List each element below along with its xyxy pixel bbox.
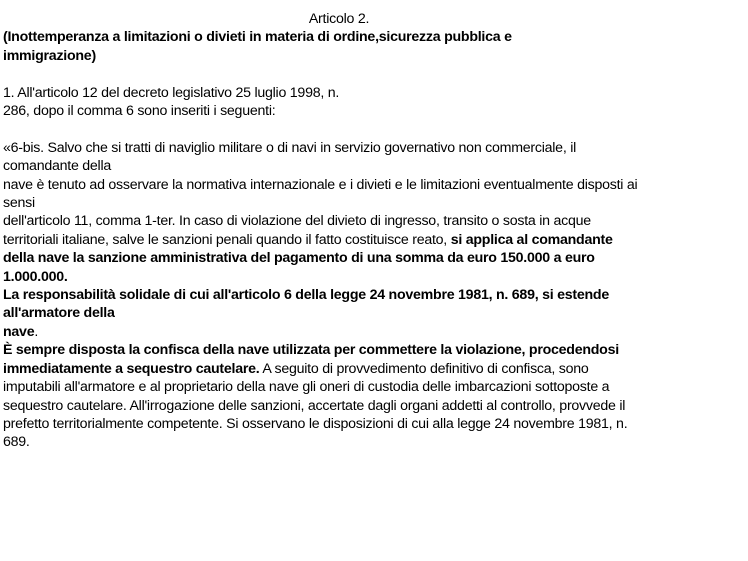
article-heading-line-1: (Inottemperanza a limitazioni o divieti in materia di ordine,sicurezza pubblica e xyxy=(3,29,512,46)
paragraph-2-line-11: nave. xyxy=(3,323,39,340)
paragraph-1-line-1: 1. All'articolo 12 del decreto legislativo 25 luglio 1998, n. xyxy=(3,84,340,101)
paragraph-gap xyxy=(3,65,743,83)
paragraph-2-line-4: sensi xyxy=(3,195,35,212)
paragraph-2-line-7: della nave la sanzione amministrativa del pagamento di una somma da euro 150.000 a euro xyxy=(3,250,595,267)
paragraph-2-line-17: 689. xyxy=(3,434,30,451)
paragraph-2-line-14: imputabili all'armatore e al proprietario della nave gli oneri di custodia delle imbarcazioni sottoposte a xyxy=(3,379,610,396)
paragraph-2-line-6: territoriali italiane, salve le sanzioni penali quando il fatto costituisce reato, si applica al comandante xyxy=(3,231,613,248)
paragraph-2-line-9: La responsabilità solidale di cui all'articolo 6 della legge 24 novembre 1981, n. 689, si estende xyxy=(3,287,609,304)
paragraph-1-line-2: 286, dopo il comma 6 sono inseriti i seguenti: xyxy=(3,103,276,120)
paragraph-2-line-12: È sempre disposta la confisca della nave utilizzata per commettere la violazione, procedendosi xyxy=(3,342,619,359)
paragraph-2-line-5: dell'articolo 11, comma 1-ter. In caso di violazione del divieto di ingresso, transito o sosta in acque xyxy=(3,213,591,230)
article-title: Articolo 2. xyxy=(308,11,370,27)
paragraph-2-line-10: all'armatore della xyxy=(3,305,115,322)
paragraph-2-line-3: nave è tenuto ad osservare la normativa internazionale e i divieti e le limitazioni eventualmente disposti ai xyxy=(3,176,638,193)
paragraph-2-line-15: sequestro cautelare. All'irrogazione delle sanzioni, accertate dagli organi addetti al controllo, provvede il xyxy=(3,397,626,414)
paragraph-gap xyxy=(3,120,743,138)
paragraph-2-line-1: «6-bis. Salvo che si tratti di naviglio militare o di navi in servizio governativo non commerciale, il xyxy=(3,139,577,156)
document-body xyxy=(3,10,743,452)
paragraph-2-line-2: comandante della xyxy=(3,158,112,175)
paragraph-2-line-8: 1.000.000. xyxy=(3,268,68,285)
paragraph-2-line-16: prefetto territorialmente competente. Si osservano le disposizioni di cui alla legge 24 novembre 1981, n. xyxy=(3,415,628,432)
article-heading-line-2: immigrazione) xyxy=(3,47,96,64)
paragraph-2-line-13: immediatamente a sequestro cautelare. A seguito di provvedimento definitivo di confisca, sono xyxy=(3,360,589,377)
